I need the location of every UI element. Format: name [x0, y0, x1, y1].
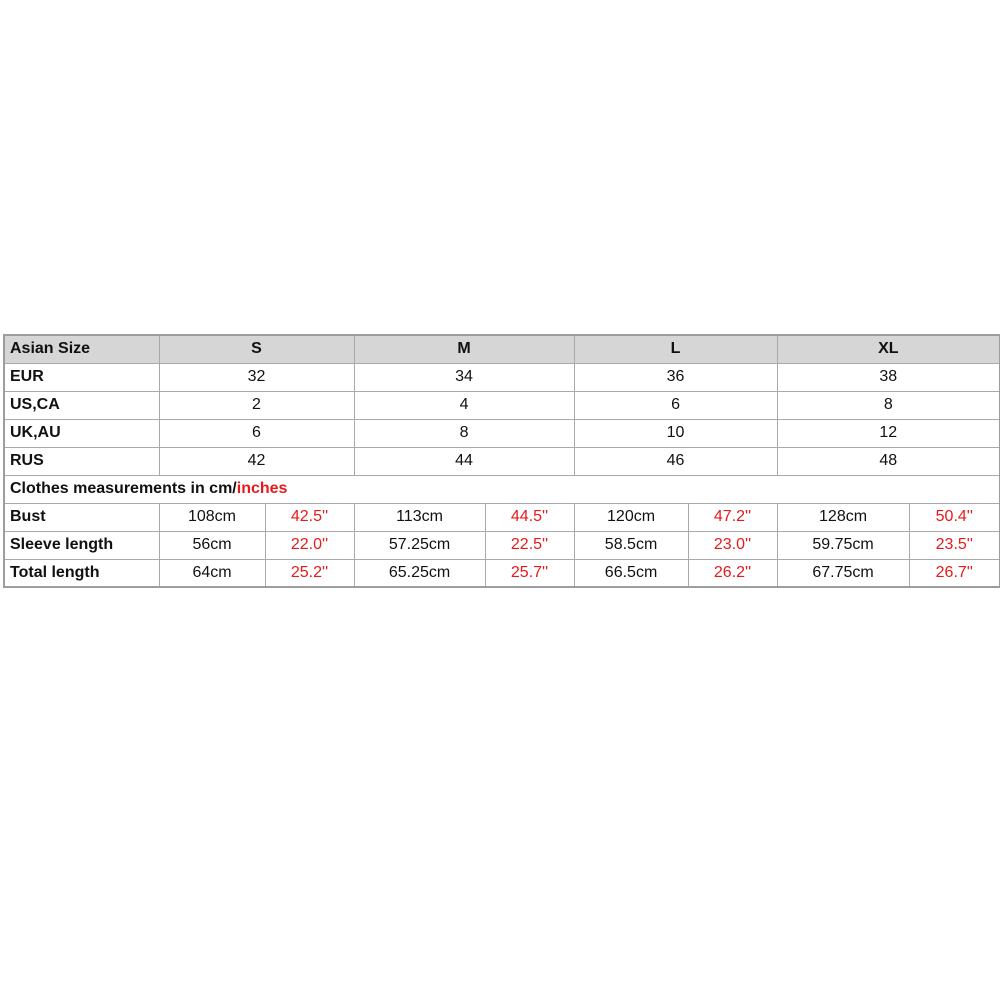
table-cell: 34 [354, 363, 574, 391]
section-heading-row [4, 475, 1000, 503]
table-cell: 8 [354, 419, 574, 447]
inch-cell: 47.2'' [688, 503, 777, 531]
table-cell: 2 [159, 391, 354, 419]
table-cell: 36 [574, 363, 777, 391]
row-label: Bust [4, 503, 159, 531]
row-label: US,CA [4, 391, 159, 419]
table-row-bust [4, 503, 1000, 531]
cm-cell: 59.75cm [777, 531, 909, 559]
table-cell: 32 [159, 363, 354, 391]
inch-cell: 26.7'' [909, 559, 1000, 587]
table-header-row [4, 335, 1000, 363]
row-label: RUS [4, 447, 159, 475]
cm-cell: 57.25cm [354, 531, 485, 559]
table-cell: 10 [574, 419, 777, 447]
row-label: UK,AU [4, 419, 159, 447]
cm-cell: 66.5cm [574, 559, 688, 587]
inch-cell: 50.4'' [909, 503, 1000, 531]
table-cell: 6 [574, 391, 777, 419]
cm-cell: 65.25cm [354, 559, 485, 587]
inch-cell: 23.5'' [909, 531, 1000, 559]
table-cell: 38 [777, 363, 1000, 391]
cm-cell: 56cm [159, 531, 265, 559]
inch-cell: 25.2'' [265, 559, 354, 587]
cm-cell: 67.75cm [777, 559, 909, 587]
row-label: Total length [4, 559, 159, 587]
header-size-m: M [354, 335, 574, 363]
cm-cell: 113cm [354, 503, 485, 531]
inch-cell: 44.5'' [485, 503, 574, 531]
table-cell: 42 [159, 447, 354, 475]
section-heading [4, 475, 1000, 503]
table-row-us-ca [4, 391, 1000, 419]
size-chart-table [3, 334, 1000, 588]
inch-cell: 22.5'' [485, 531, 574, 559]
table-cell: 46 [574, 447, 777, 475]
header-asian-size: Asian Size [4, 335, 159, 363]
cm-cell: 64cm [159, 559, 265, 587]
cm-cell: 128cm [777, 503, 909, 531]
section-heading-inches: inches [236, 480, 288, 497]
row-label: Sleeve length [4, 531, 159, 559]
table-cell: 48 [777, 447, 1000, 475]
table-cell: 6 [159, 419, 354, 447]
inch-cell: 42.5'' [265, 503, 354, 531]
table-row-eur [4, 363, 1000, 391]
table-row-total-length [4, 559, 1000, 587]
table-cell: 44 [354, 447, 574, 475]
header-size-s: S [159, 335, 354, 363]
table-cell: 12 [777, 419, 1000, 447]
inch-cell: 22.0'' [265, 531, 354, 559]
cm-cell: 108cm [159, 503, 265, 531]
header-size-l: L [574, 335, 777, 363]
inch-cell: 26.2'' [688, 559, 777, 587]
cm-cell: 120cm [574, 503, 688, 531]
row-label: EUR [4, 363, 159, 391]
table-row-sleeve-length [4, 531, 1000, 559]
cm-cell: 58.5cm [574, 531, 688, 559]
inch-cell: 23.0'' [688, 531, 777, 559]
header-size-xl: XL [777, 335, 1000, 363]
table-row-rus [4, 447, 1000, 475]
inch-cell: 25.7'' [485, 559, 574, 587]
section-heading-text: Clothes measurements in cm/ [10, 480, 237, 497]
table-cell: 8 [777, 391, 1000, 419]
table-cell: 4 [354, 391, 574, 419]
table-row-uk-au [4, 419, 1000, 447]
